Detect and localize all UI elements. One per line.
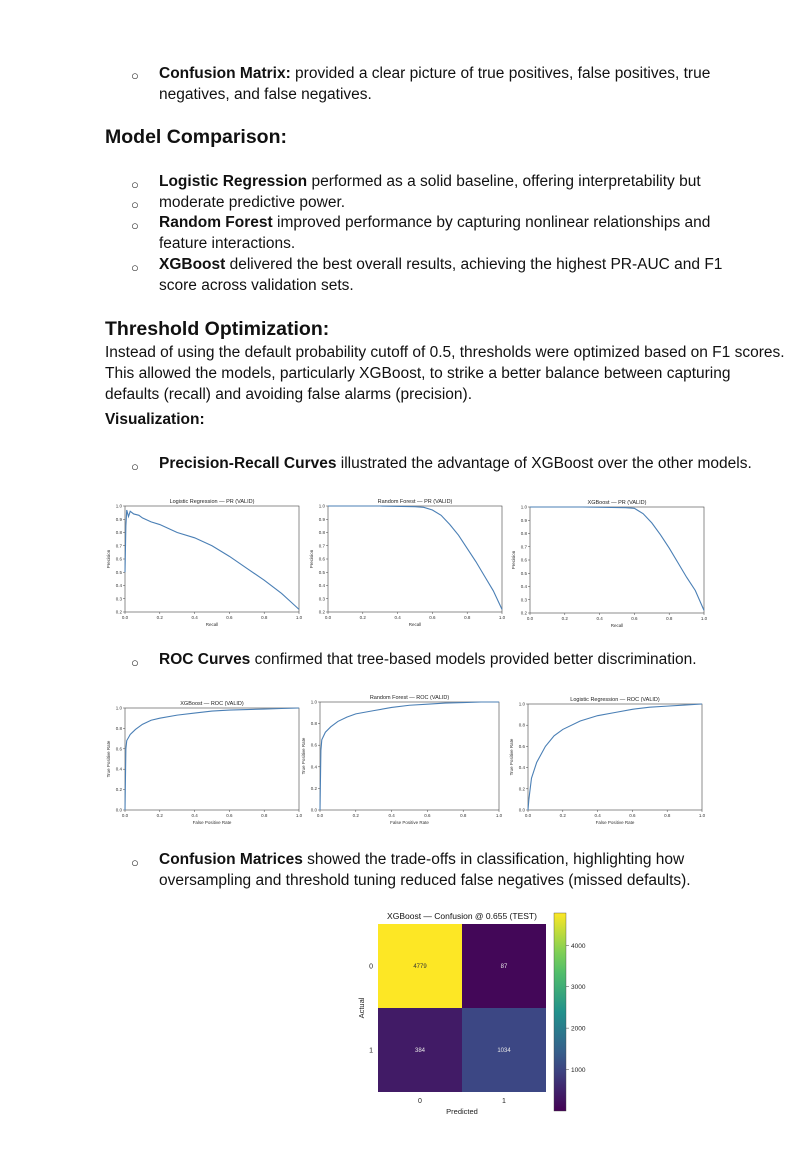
y-tick-label: 0.8 (518, 722, 525, 728)
y-tick-label: 0 (369, 963, 373, 971)
pr-curves-item (159, 453, 799, 474)
x-tick-label: 0.8 (261, 813, 268, 818)
x-tick-label: 0.0 (526, 616, 534, 621)
bullet-marker: ○ (131, 68, 139, 83)
chart-lr-pr (105, 494, 305, 628)
x-axis-label: Recall (408, 622, 422, 627)
x-tick-label: 0.4 (191, 813, 198, 818)
chart-title: XGBoost — Confusion @ 0.655 (TEST) (387, 911, 537, 921)
y-tick-label: 0.9 (115, 516, 122, 522)
xgboost-item (159, 254, 759, 296)
y-axis-label: Precision (511, 550, 516, 570)
x-tick-label: 0.6 (631, 616, 638, 621)
y-tick-label: 0.6 (520, 557, 527, 563)
x-tick-label: 1.0 (495, 813, 503, 818)
x-tick-label: 0.2 (561, 616, 568, 621)
cell-value: 1034 (497, 1048, 511, 1054)
x-tick-label: 0.4 (394, 615, 401, 620)
chart-xgb-pr (510, 495, 710, 629)
x-tick-label: 0.8 (666, 616, 673, 621)
x-tick-label: 0.2 (352, 813, 359, 818)
x-tick-label: 0 (418, 1098, 422, 1105)
y-axis-label: Precision (106, 549, 111, 569)
x-tick-label: 0.0 (121, 615, 129, 620)
y-tick-label: 0.2 (310, 785, 317, 791)
plot-frame (320, 702, 499, 810)
x-tick-label: 0.2 (359, 615, 366, 620)
y-tick-label: 0.9 (520, 517, 527, 523)
logistic-continuation: moderate predictive power. (159, 194, 346, 211)
x-tick-label: 0.6 (226, 813, 233, 818)
colorbar-tick-label: 2000 (571, 1025, 586, 1033)
y-axis-label: True Positive Rate (509, 738, 514, 776)
x-tick-label: 0.0 (316, 813, 324, 818)
y-tick-label: 0.8 (115, 530, 122, 535)
x-tick-label: 0.0 (524, 813, 532, 818)
chart-xgb-roc (105, 696, 305, 826)
colorbar (554, 913, 566, 1111)
y-tick-label: 0.7 (115, 543, 122, 549)
y-tick-label: 0.4 (518, 765, 525, 771)
cell-value: 4779 (413, 964, 427, 970)
chart-title: Random Forest — PR (VALID) (377, 499, 453, 505)
colorbar-tick-label: 1000 (571, 1067, 586, 1075)
y-tick-label: 0.0 (310, 807, 317, 813)
chart-title: XGBoost — ROC (VALID) (180, 701, 244, 707)
y-tick-label: 0.0 (518, 807, 525, 813)
x-axis-label: False Positive Rate (192, 820, 232, 825)
bullet-text: illustrated the advantage of XGBoost over the other models. (336, 455, 752, 472)
x-tick-label: 0.4 (596, 616, 603, 621)
y-tick-label: 0.0 (115, 807, 122, 813)
cell-value: 87 (500, 964, 508, 970)
y-tick-label: 0.2 (520, 610, 527, 616)
x-tick-label: 0.4 (594, 813, 601, 818)
y-tick-label: 0.8 (115, 725, 122, 731)
x-tick-label: 1.0 (498, 615, 506, 620)
x-tick-label: 0.2 (156, 813, 163, 818)
y-tick-label: 1.0 (310, 699, 317, 705)
y-tick-label: 0.2 (518, 786, 525, 792)
y-tick-label: 0.3 (115, 596, 122, 602)
y-tick-label: 0.8 (310, 721, 317, 727)
y-tick-label: 0.6 (518, 743, 525, 749)
chart-confusion-matrix (352, 908, 602, 1126)
y-tick-label: 0.6 (318, 556, 325, 562)
bullet-marker: ○ (131, 855, 139, 870)
x-tick-label: 0.6 (429, 615, 436, 620)
y-tick-label: 0.9 (318, 516, 325, 522)
x-tick-label: 0.4 (388, 813, 395, 818)
y-tick-label: 0.7 (520, 544, 527, 550)
bullet-term: XGBoost (159, 256, 226, 273)
y-tick-label: 0.2 (115, 787, 122, 793)
y-tick-label: 1.0 (520, 504, 527, 510)
x-tick-label: 0.0 (121, 813, 129, 818)
x-tick-label: 1.0 (295, 615, 303, 620)
y-tick-label: 0.8 (520, 531, 527, 536)
x-tick-label: 1 (502, 1098, 506, 1105)
x-tick-label: 0.8 (464, 615, 471, 620)
y-tick-label: 0.5 (318, 569, 325, 575)
x-axis-label: Predicted (446, 1107, 478, 1116)
threshold-heading: Threshold Optimization: (105, 318, 330, 340)
y-tick-label: 0.3 (520, 597, 527, 603)
y-tick-label: 0.2 (115, 609, 122, 615)
y-tick-label: 0.6 (115, 556, 122, 562)
bullet-marker: ○ (131, 260, 139, 275)
bullet-term: ROC Curves (159, 651, 251, 668)
chart-rf-pr (308, 494, 508, 628)
y-tick-label: 0.3 (318, 596, 325, 602)
x-axis-label: False Positive Rate (390, 820, 429, 825)
bullet-text: showed the trade-offs in classification, highlighting how oversampling and threshold tuning reduced false negatives (missed defaults). (159, 851, 691, 889)
bullet-marker: ○ (131, 459, 139, 474)
colorbar-tick-label: 4000 (571, 942, 586, 950)
x-tick-label: 1.0 (295, 813, 303, 818)
y-tick-label: 0.2 (318, 609, 325, 615)
x-tick-label: 0.2 (156, 615, 163, 620)
y-tick-label: 1.0 (518, 701, 525, 707)
y-axis-label: True Positive Rate (301, 737, 306, 775)
roc-curves-item (159, 649, 779, 670)
y-tick-label: 0.4 (115, 583, 122, 588)
y-tick-label: 0.4 (115, 766, 122, 772)
x-tick-label: 0.6 (424, 813, 431, 818)
y-tick-label: 0.6 (115, 746, 122, 752)
x-tick-label: 0.8 (261, 615, 268, 620)
y-tick-label: 0.7 (318, 543, 325, 549)
bullet-text: provided a clear picture of true positives, false positives, true negatives, and false negatives. (159, 65, 711, 103)
confusion-matrix-item (159, 63, 759, 105)
x-tick-label: 0.6 (226, 615, 233, 620)
x-axis-label: Recall (205, 622, 219, 627)
x-tick-label: 1.0 (700, 616, 708, 621)
bullet-text: improved performance by capturing nonlinear relationships and feature interactions. (159, 214, 711, 252)
bullet-text: performed as a solid baseline, offering interpretability but (307, 173, 701, 190)
logistic-item (159, 171, 759, 192)
bullet-marker: ○ (131, 218, 139, 233)
bullet-marker: ○ (131, 197, 139, 212)
x-tick-label: 1.0 (698, 813, 706, 818)
chart-lr-roc (508, 692, 708, 826)
bullet-text: delivered the best overall results, achieving the highest PR-AUC and F1 score across validation sets. (159, 256, 723, 294)
x-tick-label: 0.0 (324, 615, 332, 620)
chart-rf-roc (300, 690, 505, 826)
y-axis-label: True Positive Rate (106, 740, 111, 778)
y-tick-label: 0.4 (310, 764, 317, 770)
y-tick-label: 1.0 (318, 503, 325, 509)
y-tick-label: 0.4 (520, 584, 527, 589)
bullet-marker: ○ (131, 655, 139, 670)
plot-frame (328, 506, 502, 612)
y-tick-label: 0.4 (318, 583, 325, 588)
bullet-term: Logistic Regression (159, 173, 308, 190)
chart-title: Random Forest — ROC (VALID) (369, 695, 450, 701)
y-tick-label: 0.8 (318, 530, 325, 535)
y-tick-label: 0.5 (115, 569, 122, 575)
x-tick-label: 0.8 (460, 813, 467, 818)
bullet-term: Random Forest (159, 214, 273, 231)
visualization-heading: Visualization: (105, 411, 205, 428)
bullet-term: Precision-Recall Curves (159, 455, 337, 472)
plot-frame (528, 704, 702, 810)
x-tick-label: 0.4 (191, 615, 198, 620)
bullet-text: confirmed that tree-based models provided better discrimination. (250, 651, 697, 668)
y-tick-label: 1.0 (115, 705, 122, 711)
x-axis-label: False Positive Rate (595, 820, 635, 825)
model-comparison-heading: Model Comparison: (105, 126, 288, 148)
y-tick-label: 0.5 (520, 570, 527, 576)
y-tick-label: 1 (369, 1047, 373, 1055)
confusion-matrices-item (159, 849, 759, 891)
bullet-marker: ○ (131, 177, 139, 192)
x-tick-label: 0.6 (629, 813, 636, 818)
y-axis-label: Actual (357, 997, 366, 1019)
bullet-term: Confusion Matrices (159, 851, 303, 868)
plot-frame (125, 708, 299, 810)
bullet-term: Confusion Matrix: (159, 65, 291, 82)
y-tick-label: 0.6 (310, 742, 317, 748)
x-tick-label: 0.8 (664, 813, 671, 818)
threshold-paragraph: Instead of using the default probability cutoff of 0.5, thresholds were optimized based on F1 scores. This allowed the models, particularly XGBoost, to strike a better balance between capturing defaults (recall) and avoiding false alarms (precision). (105, 344, 785, 403)
colorbar-tick-label: 3000 (571, 984, 586, 992)
chart-title: XGBoost — PR (VALID) (587, 500, 647, 506)
chart-title: Logistic Regression — ROC (VALID) (570, 697, 660, 703)
random-forest-item (159, 212, 759, 254)
plot-frame (530, 507, 704, 613)
chart-title: Logistic Regression — PR (VALID) (169, 499, 255, 505)
x-axis-label: Recall (610, 623, 624, 628)
y-tick-label: 1.0 (115, 503, 122, 509)
x-tick-label: 0.2 (559, 813, 566, 818)
y-axis-label: Precision (309, 549, 314, 569)
cell-value: 384 (414, 1048, 426, 1054)
